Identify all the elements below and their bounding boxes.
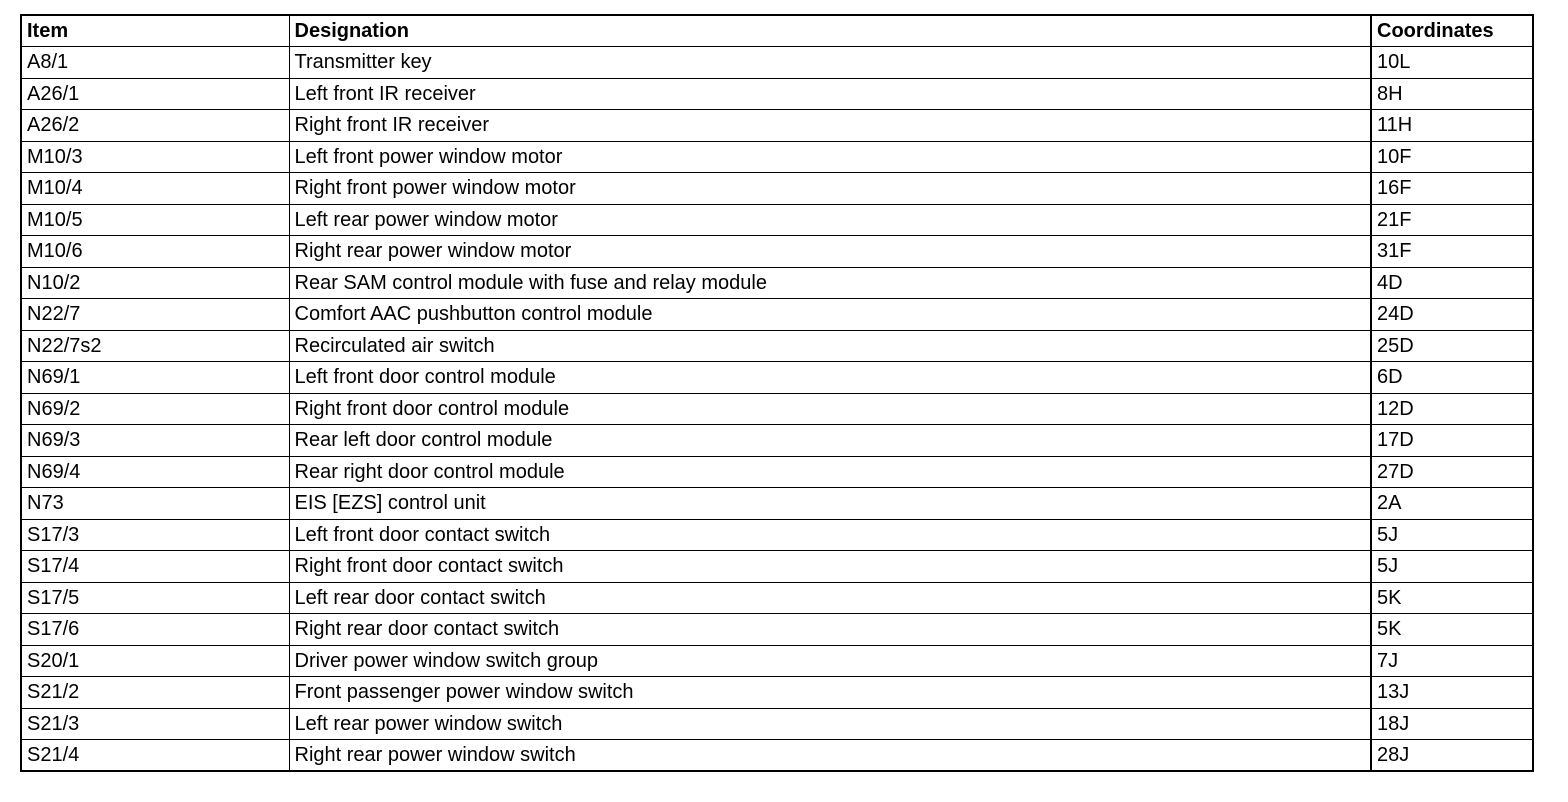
coordinates-cell: 2A xyxy=(1371,488,1533,520)
designation-cell: Left front door control module xyxy=(289,362,1371,394)
designation-cell: Driver power window switch group xyxy=(289,645,1371,677)
designation-cell: Rear SAM control module with fuse and relay module xyxy=(289,267,1371,299)
item-cell: S17/3 xyxy=(21,519,289,551)
table-row xyxy=(21,47,1533,79)
table-row xyxy=(21,78,1533,110)
item-cell: N22/7s2 xyxy=(21,330,289,362)
item-cell: N10/2 xyxy=(21,267,289,299)
table-row xyxy=(21,393,1533,425)
item-cell: A26/2 xyxy=(21,110,289,142)
designation-cell: Right rear power window motor xyxy=(289,236,1371,268)
table-header-row xyxy=(21,15,1533,47)
table-row xyxy=(21,708,1533,740)
coordinates-cell: 5K xyxy=(1371,614,1533,646)
table-row xyxy=(21,141,1533,173)
designation-cell: Left front door contact switch xyxy=(289,519,1371,551)
item-cell: M10/6 xyxy=(21,236,289,268)
designation-cell: Rear left door control module xyxy=(289,425,1371,457)
item-cell: N69/3 xyxy=(21,425,289,457)
coordinates-cell: 5J xyxy=(1371,551,1533,583)
coordinates-cell: 4D xyxy=(1371,267,1533,299)
component-legend-table xyxy=(20,14,1534,772)
table-row xyxy=(21,551,1533,583)
designation-cell: Left front power window motor xyxy=(289,141,1371,173)
item-cell: N69/4 xyxy=(21,456,289,488)
item-cell: N22/7 xyxy=(21,299,289,331)
item-cell: M10/5 xyxy=(21,204,289,236)
coordinates-cell: 10L xyxy=(1371,47,1533,79)
table-row xyxy=(21,456,1533,488)
item-cell: N69/2 xyxy=(21,393,289,425)
coordinates-cell: 6D xyxy=(1371,362,1533,394)
table-row xyxy=(21,362,1533,394)
designation-cell: Right rear door contact switch xyxy=(289,614,1371,646)
table-row xyxy=(21,740,1533,772)
item-cell: S17/6 xyxy=(21,614,289,646)
designation-cell: Recirculated air switch xyxy=(289,330,1371,362)
coordinates-cell: 11H xyxy=(1371,110,1533,142)
coordinates-cell: 8H xyxy=(1371,78,1533,110)
item-cell: A26/1 xyxy=(21,78,289,110)
designation-cell: Transmitter key xyxy=(289,47,1371,79)
header-designation: Designation xyxy=(289,15,1371,47)
coordinates-cell: 13J xyxy=(1371,677,1533,709)
designation-cell: Comfort AAC pushbutton control module xyxy=(289,299,1371,331)
designation-cell: Right front IR receiver xyxy=(289,110,1371,142)
header-coordinates: Coordinates xyxy=(1371,15,1533,47)
designation-cell: Left rear power window motor xyxy=(289,204,1371,236)
designation-cell: Right front door contact switch xyxy=(289,551,1371,583)
table-row xyxy=(21,236,1533,268)
table-row xyxy=(21,204,1533,236)
table-row xyxy=(21,299,1533,331)
designation-cell: Left rear power window switch xyxy=(289,708,1371,740)
item-cell: S21/2 xyxy=(21,677,289,709)
table-row xyxy=(21,330,1533,362)
coordinates-cell: 5J xyxy=(1371,519,1533,551)
designation-cell: Rear right door control module xyxy=(289,456,1371,488)
coordinates-cell: 27D xyxy=(1371,456,1533,488)
table-row xyxy=(21,614,1533,646)
coordinates-cell: 10F xyxy=(1371,141,1533,173)
coordinates-cell: 24D xyxy=(1371,299,1533,331)
header-item: Item xyxy=(21,15,289,47)
item-cell: S21/4 xyxy=(21,740,289,772)
coordinates-cell: 7J xyxy=(1371,645,1533,677)
item-cell: S21/3 xyxy=(21,708,289,740)
table-row xyxy=(21,488,1533,520)
item-cell: N73 xyxy=(21,488,289,520)
coordinates-cell: 25D xyxy=(1371,330,1533,362)
table-row xyxy=(21,173,1533,205)
table-row xyxy=(21,645,1533,677)
designation-cell: Left rear door contact switch xyxy=(289,582,1371,614)
designation-cell: Right front power window motor xyxy=(289,173,1371,205)
table-body xyxy=(21,47,1533,772)
table-row xyxy=(21,267,1533,299)
coordinates-cell: 21F xyxy=(1371,204,1533,236)
coordinates-cell: 28J xyxy=(1371,740,1533,772)
coordinates-cell: 16F xyxy=(1371,173,1533,205)
designation-cell: Right rear power window switch xyxy=(289,740,1371,772)
designation-cell: Front passenger power window switch xyxy=(289,677,1371,709)
item-cell: S17/4 xyxy=(21,551,289,583)
coordinates-cell: 31F xyxy=(1371,236,1533,268)
table-row xyxy=(21,677,1533,709)
coordinates-cell: 18J xyxy=(1371,708,1533,740)
table-row xyxy=(21,425,1533,457)
item-cell: M10/3 xyxy=(21,141,289,173)
coordinates-cell: 17D xyxy=(1371,425,1533,457)
item-cell: S20/1 xyxy=(21,645,289,677)
item-cell: S17/5 xyxy=(21,582,289,614)
item-cell: M10/4 xyxy=(21,173,289,205)
coordinates-cell: 5K xyxy=(1371,582,1533,614)
item-cell: N69/1 xyxy=(21,362,289,394)
designation-cell: Right front door control module xyxy=(289,393,1371,425)
table-row xyxy=(21,110,1533,142)
coordinates-cell: 12D xyxy=(1371,393,1533,425)
table-row xyxy=(21,582,1533,614)
table-row xyxy=(21,519,1533,551)
designation-cell: EIS [EZS] control unit xyxy=(289,488,1371,520)
designation-cell: Left front IR receiver xyxy=(289,78,1371,110)
item-cell: A8/1 xyxy=(21,47,289,79)
